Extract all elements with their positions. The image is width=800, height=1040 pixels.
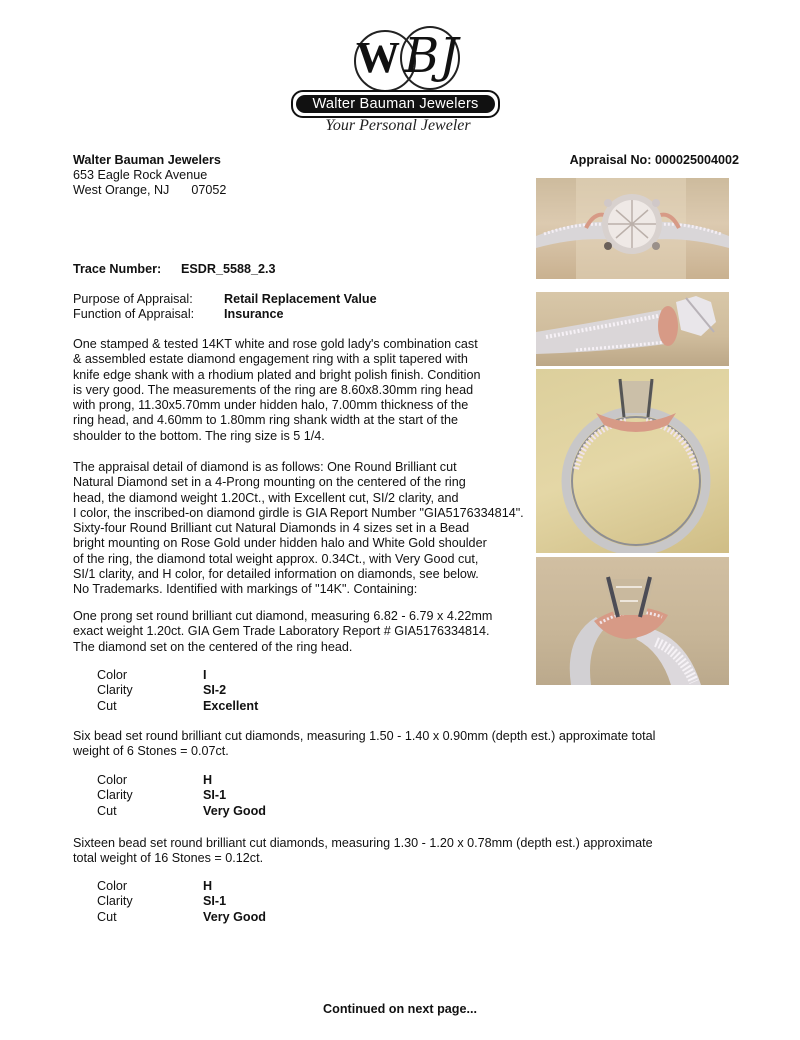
- monogram-bj: BJ: [404, 28, 459, 84]
- purpose-value: Retail Replacement Value: [224, 292, 377, 306]
- grade-value: Very Good: [203, 803, 266, 818]
- stone-line: exact weight 1.20ct. GIA Gem Trade Laboratory Report # GIA5176334814.: [73, 624, 490, 639]
- ring-angled-view-illustration: [536, 557, 729, 685]
- description-line: is very good. The measurements of the ring are 8.60x8.30mm ring head: [73, 382, 474, 397]
- six-stone-description: [73, 729, 655, 760]
- detail-line: bright mounting on Rose Gold under hidden halo and White Gold shoulder: [73, 536, 487, 551]
- grade-value: Very Good: [203, 909, 266, 924]
- grade-value: H: [203, 773, 213, 787]
- company-logo: [288, 26, 508, 138]
- trace-number-value: ESDR_5588_2.3: [181, 262, 276, 276]
- grade-value: I: [203, 668, 207, 682]
- logo-banner: [291, 90, 500, 118]
- grade-label: Clarity: [97, 788, 133, 803]
- company-zip: 07052: [191, 183, 227, 197]
- grade-label: Color: [97, 879, 128, 893]
- ring-profile-view-photo: [536, 369, 729, 553]
- function-value: Insurance: [224, 307, 284, 321]
- grade-value: Excellent: [203, 698, 259, 713]
- description-line: & assembled estate diamond engagement ring with a split tapered with: [73, 352, 468, 367]
- ring-side-view-photo: [536, 292, 729, 366]
- grade-label: Color: [97, 668, 128, 682]
- grade-label: Clarity: [97, 894, 133, 909]
- ring-top-view-photo: [536, 178, 729, 279]
- company-name: Walter Bauman Jewelers: [73, 153, 221, 167]
- stone-line: Sixteen bead set round brilliant cut diamonds, measuring 1.30 - 1.20 x 0.78mm (depth est.) approximate: [73, 836, 653, 850]
- ring-description: [73, 337, 480, 444]
- grade-value: H: [203, 879, 213, 893]
- center-stone-grades: [97, 668, 258, 714]
- ring-top-view-illustration: [536, 178, 729, 279]
- logo-tagline: Your Personal Jeweler: [325, 117, 471, 134]
- sixteen-stone-grades: [97, 879, 266, 925]
- appraisal-number-value: 000025004002: [654, 153, 739, 167]
- six-stone-grades: [97, 773, 266, 819]
- sixteen-stone-description: [73, 836, 653, 867]
- detail-line: No Trademarks. Identified with markings of "14K". Containing:: [73, 582, 418, 597]
- company-address-line2: [73, 183, 226, 198]
- grade-label: Clarity: [97, 683, 133, 698]
- center-stone-description: [73, 609, 492, 655]
- stone-line: The diamond set on the centered of the ring head.: [73, 639, 353, 654]
- trace-number-label: Trace Number:: [73, 262, 162, 276]
- detail-line: I color, the inscribed-on diamond girdle is GIA Report Number "GIA5176334814".: [73, 505, 524, 520]
- purpose-label: Purpose of Appraisal:: [73, 292, 193, 306]
- grade-label: Cut: [97, 803, 117, 818]
- detail-line: SI/1 clarity, and H color, for detailed information on diamonds, see below.: [73, 567, 479, 582]
- wbj-monogram: [348, 26, 468, 88]
- description-line: knife edge shank with a rhodium plated and bright polish finish. Condition: [73, 367, 481, 382]
- ring-profile-view-illustration: [536, 369, 729, 553]
- grade-value: SI-1: [203, 788, 227, 803]
- diamond-detail: [73, 460, 524, 598]
- detail-line: Natural Diamond set in a 4-Prong mounting on the centered of the ring: [73, 475, 466, 490]
- company-address-line1: 653 Eagle Rock Avenue: [73, 168, 208, 182]
- grade-label: Cut: [97, 698, 117, 713]
- grade-label: Cut: [97, 909, 117, 924]
- appraisal-number-label: Appraisal No:: [569, 153, 652, 167]
- stone-line: One prong set round brilliant cut diamond, measuring 6.82 - 6.79 x 4.22mm: [73, 609, 493, 623]
- company-city: West Orange, NJ: [73, 183, 170, 197]
- grade-value: SI-1: [203, 894, 227, 909]
- description-line: shoulder to the bottom. The ring size is 5 1/4.: [73, 428, 325, 443]
- description-line: with prong, 11.30x5.70mm under hidden halo, 7.00mm thickness of the: [73, 398, 469, 413]
- detail-line: The appraisal detail of diamond is as follows: One Round Brilliant cut: [73, 460, 457, 474]
- description-line: One stamped & tested 14KT white and rose gold lady's combination cast: [73, 337, 478, 351]
- monogram-w: W: [356, 33, 397, 82]
- appraisal-number: [570, 153, 739, 168]
- stone-line: total weight of 16 Stones = 0.12ct.: [73, 851, 264, 866]
- description-line: ring head, and 4.60mm to 1.80mm ring shank width at the start of the: [73, 413, 459, 428]
- grade-label: Color: [97, 773, 128, 787]
- function-label: Function of Appraisal:: [73, 307, 195, 321]
- detail-line: of the ring, the diamond total weight approx. 0.34Ct., with Very Good cut,: [73, 551, 479, 566]
- detail-line: Sixty-four Round Brilliant cut Natural Diamonds in 4 sizes set in a Bead: [73, 521, 470, 536]
- ring-side-view-illustration: [536, 292, 729, 366]
- ring-angled-view-photo: [536, 557, 729, 685]
- continued-note: Continued on next page...: [323, 1002, 477, 1016]
- stone-line: weight of 6 Stones = 0.07ct.: [73, 744, 229, 759]
- detail-line: head, the diamond weight 1.20Ct., with Excellent cut, SI/2 clarity, and: [73, 490, 459, 505]
- grade-value: SI-2: [203, 683, 227, 698]
- stone-line: Six bead set round brilliant cut diamonds, measuring 1.50 - 1.40 x 0.90mm (depth est.) approximate total: [73, 729, 656, 743]
- logo-banner-text: Walter Bauman Jewelers: [296, 95, 495, 113]
